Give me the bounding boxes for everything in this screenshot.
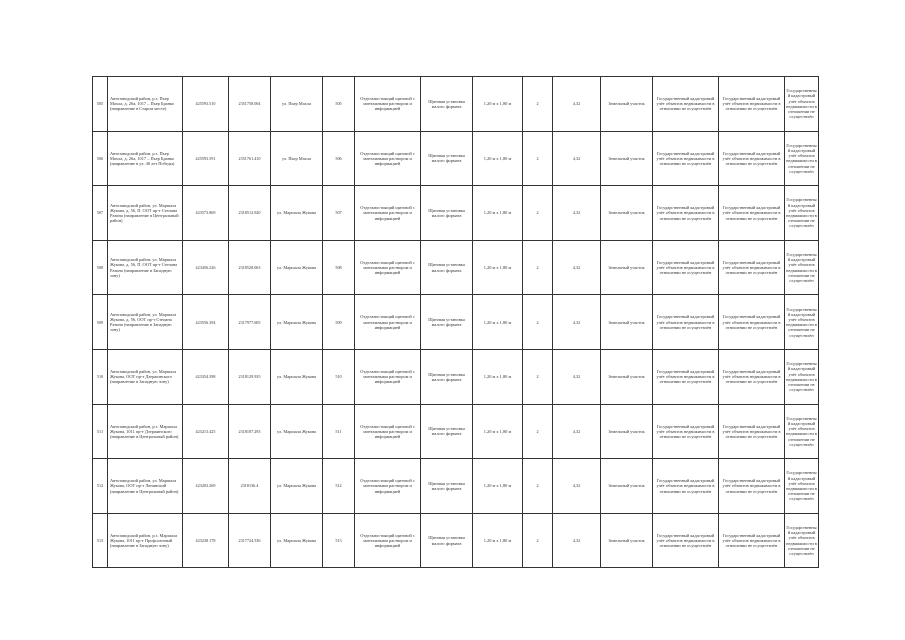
coord-x-cell: 423354.398 [183, 349, 229, 404]
address-cell: Автозаводский район, ул. Маршала Жукова, д. 56, П. ООТ пр-т Степана Разина (направление в Центральный район) [108, 186, 183, 241]
table-row [93, 240, 819, 295]
ownership-cell-3: Государственный кадастровый учёт объектов недвижимости в отношении не осуществлён [785, 77, 819, 132]
street-cell: ул. Пьер Махла [271, 77, 323, 132]
street-cell: ул. Маршала Жукова [271, 240, 323, 295]
area-cell: 4,32 [553, 295, 601, 350]
structure-type-cell: Отдельностоящий щитовой с монтажными раствором и информацией [355, 295, 421, 350]
land-type-cell: Земельный участок [601, 186, 653, 241]
sides-cell: 2 [523, 186, 553, 241]
street-cell: ул. Пьер Махла [271, 131, 323, 186]
structure-id-cell: 506 [323, 131, 355, 186]
row-number: 508 [93, 240, 108, 295]
table-row [93, 513, 819, 568]
row-number: 507 [93, 186, 108, 241]
coord-x-cell: 423238.178 [183, 513, 229, 568]
ownership-cell-3: Государственный кадастровый учёт объектов недвижимости в отношении не осуществлён [785, 186, 819, 241]
land-type-cell: Земельный участок [601, 77, 653, 132]
area-cell: 4,32 [553, 349, 601, 404]
sides-cell: 2 [523, 240, 553, 295]
row-number: 506 [93, 131, 108, 186]
ownership-cell-1: Государственный кадастровый учёт объектов недвижимости в отношении не осуществлён [653, 349, 719, 404]
size-cell: 1,20 м х 1,80 м [473, 459, 523, 514]
structure-type-cell: Отдельностоящий щитовой с монтажными раствором и информацией [355, 349, 421, 404]
coord-y-cell: 2318129.935 [229, 349, 271, 404]
address-cell: Автозаводский район, р.з. Маршала Жукова, 1011 пр-т Дзержинского (направление в Центральный район) [108, 404, 183, 459]
coord-x-cell: 423556.394 [183, 295, 229, 350]
street-cell: ул. Маршала Жукова [271, 186, 323, 241]
street-cell: ул. Маршала Жукова [271, 513, 323, 568]
address-cell: Автозаводский район, ул. Маршала Жукова, д. 56, ООТ пр-т Степана Разина (направление в Западную зону) [108, 295, 183, 350]
coord-y-cell: 2317724.536 [229, 513, 271, 568]
ownership-cell-1: Государственный кадастровый учёт объектов недвижимости в отношении не осуществлён [653, 513, 719, 568]
area-cell: 4,32 [553, 404, 601, 459]
row-number: 512 [93, 459, 108, 514]
ownership-cell-1: Государственный кадастровый учёт объектов недвижимости в отношении не осуществлён [653, 295, 719, 350]
ownership-cell-1: Государственный кадастровый учёт объектов недвижимости в отношении не осуществлён [653, 404, 719, 459]
coord-y-cell: 2318512.920 [229, 186, 271, 241]
ownership-cell-1: Государственный кадастровый учёт объектов недвижимости в отношении не осуществлён [653, 77, 719, 132]
ownership-cell-3: Государственный кадастровый учёт объектов недвижимости в отношении не осуществлён [785, 513, 819, 568]
structure-kind-cell: Щитовая установка малого формата [421, 459, 473, 514]
coord-y-cell: 2351761.410 [229, 131, 271, 186]
sides-cell: 2 [523, 131, 553, 186]
coord-x-cell: 423213.425 [183, 404, 229, 459]
structure-kind-cell: Щитовая установка малого формата [421, 349, 473, 404]
street-cell: ул. Маршала Жукова [271, 349, 323, 404]
structure-kind-cell: Щитовая установка малого формата [421, 131, 473, 186]
area-cell: 4,32 [553, 77, 601, 132]
row-number: 509 [93, 295, 108, 350]
structure-kind-cell: Щитовая установка малого формата [421, 240, 473, 295]
coord-x-cell: 423456.226 [183, 240, 229, 295]
sides-cell: 2 [523, 513, 553, 568]
coord-x-cell: 423203.269 [183, 459, 229, 514]
row-number: 513 [93, 513, 108, 568]
size-cell: 1,20 м х 1,80 м [473, 295, 523, 350]
row-number: 511 [93, 404, 108, 459]
structure-kind-cell: Щитовая установка малого формата [421, 186, 473, 241]
size-cell: 1,20 м х 1,80 м [473, 404, 523, 459]
structure-id-cell: 512 [323, 459, 355, 514]
table-row [93, 349, 819, 404]
sides-cell: 2 [523, 295, 553, 350]
coord-y-cell: 2351758.004 [229, 77, 271, 132]
address-cell: Автозаводский район, ул. Маршала Жукова, д. 56, П. ООТ пр-т Степана Разина (направление в Западную зону) [108, 240, 183, 295]
table-row [93, 131, 819, 186]
coord-y-cell: 2318528.063 [229, 240, 271, 295]
ownership-cell-3: Государственный кадастровый учёт объектов недвижимости в отношении не осуществлён [785, 240, 819, 295]
structure-type-cell: Отдельностоящий щитовой с монтажными раствором и информацией [355, 131, 421, 186]
ownership-cell-3: Государственный кадастровый учёт объектов недвижимости в отношении не осуществлён [785, 131, 819, 186]
size-cell: 1,20 м х 1,80 м [473, 240, 523, 295]
advertising-register-table [92, 76, 819, 568]
sides-cell: 2 [523, 404, 553, 459]
structure-type-cell: Отдельностоящий щитовой с монтажными раствором и информацией [355, 404, 421, 459]
ownership-cell-2: Государственный кадастровый учёт объектов недвижимости в отношении не осуществлён [719, 513, 785, 568]
land-type-cell: Земельный участок [601, 131, 653, 186]
area-cell: 4,32 [553, 513, 601, 568]
ownership-cell-2: Государственный кадастровый учёт объектов недвижимости в отношении не осуществлён [719, 404, 785, 459]
land-type-cell: Земельный участок [601, 404, 653, 459]
land-type-cell: Земельный участок [601, 513, 653, 568]
ownership-cell-3: Государственный кадастровый учёт объектов недвижимости в отношении не осуществлён [785, 295, 819, 350]
size-cell: 1,20 м х 1,80 м [473, 131, 523, 186]
street-cell: ул. Маршала Жукова [271, 295, 323, 350]
structure-kind-cell: Щитовая установка малого формата [421, 404, 473, 459]
land-type-cell: Земельный участок [601, 349, 653, 404]
ownership-cell-2: Государственный кадастровый учёт объектов недвижимости в отношении не осуществлён [719, 186, 785, 241]
ownership-cell-2: Государственный кадастровый учёт объектов недвижимости в отношении не осуществлён [719, 240, 785, 295]
ownership-cell-2: Государственный кадастровый учёт объектов недвижимости в отношении не осуществлён [719, 459, 785, 514]
table-row [93, 186, 819, 241]
row-number: 505 [93, 77, 108, 132]
structure-kind-cell: Щитовая установка малого формата [421, 513, 473, 568]
structure-id-cell: 510 [323, 349, 355, 404]
ownership-cell-1: Государственный кадастровый учёт объектов недвижимости в отношении не осуществлён [653, 131, 719, 186]
structure-type-cell: Отдельностоящий щитовой с монтажными раствором и информацией [355, 459, 421, 514]
size-cell: 1,20 м х 1,80 м [473, 513, 523, 568]
table-row [93, 295, 819, 350]
address-cell: Автозаводский район, р.з. Маршала Жукова, 1011 пр-т Профсоюзный (направление в Западную зону) [108, 513, 183, 568]
ownership-cell-1: Государственный кадастровый учёт объектов недвижимости в отношении не осуществлён [653, 186, 719, 241]
structure-kind-cell: Щитовая установка малого формата [421, 295, 473, 350]
address-cell: Автозаводский район, ул. Маршала Жукова, ООТ пр-т Ленинский (направление в Центральный район) [108, 459, 183, 514]
structure-type-cell: Отдельностоящий щитовой с монтажными раствором и информацией [355, 77, 421, 132]
structure-id-cell: 505 [323, 77, 355, 132]
ownership-cell-3: Государственный кадастровый учёт объектов недвижимости в отношении не осуществлён [785, 459, 819, 514]
coord-x-cell: 425593.591 [183, 131, 229, 186]
street-cell: ул. Маршала Жукова [271, 404, 323, 459]
structure-id-cell: 508 [323, 240, 355, 295]
address-cell: Автозаводский район, р.з. Пьер Махла, д. 26а, 1017 – Пьер Бранко (направление в Старом месте) [108, 77, 183, 132]
coord-x-cell: 423573.869 [183, 186, 229, 241]
ownership-cell-2: Государственный кадастровый учёт объектов недвижимости в отношении не осуществлён [719, 77, 785, 132]
size-cell: 1,20 м х 1,80 м [473, 186, 523, 241]
size-cell: 1,20 м х 1,80 м [473, 349, 523, 404]
ownership-cell-3: Государственный кадастровый учёт объектов недвижимости в отношении не осуществлён [785, 404, 819, 459]
table-row [93, 77, 819, 132]
area-cell: 4,32 [553, 240, 601, 295]
coord-y-cell: 2318136.4 [229, 459, 271, 514]
sides-cell: 2 [523, 349, 553, 404]
size-cell: 1,20 м х 1,80 м [473, 77, 523, 132]
ownership-cell-2: Государственный кадастровый учёт объектов недвижимости в отношении не осуществлён [719, 131, 785, 186]
structure-type-cell: Отдельностоящий щитовой с монтажными раствором и информацией [355, 513, 421, 568]
structure-id-cell: 513 [323, 513, 355, 568]
land-type-cell: Земельный участок [601, 295, 653, 350]
land-type-cell: Земельный участок [601, 459, 653, 514]
structure-id-cell: 509 [323, 295, 355, 350]
land-type-cell: Земельный участок [601, 240, 653, 295]
street-cell: ул. Маршала Жукова [271, 459, 323, 514]
structure-id-cell: 511 [323, 404, 355, 459]
ownership-cell-2: Государственный кадастровый учёт объектов недвижимости в отношении не осуществлён [719, 295, 785, 350]
area-cell: 4,32 [553, 186, 601, 241]
sides-cell: 2 [523, 77, 553, 132]
address-cell: Автозаводский район, ул. Маршала Жукова, ООТ пр-т Дзержинского (направление в Западную зону) [108, 349, 183, 404]
structure-kind-cell: Щитовая установка малого формата [421, 77, 473, 132]
ownership-cell-3: Государственный кадастровый учёт объектов недвижимости в отношении не осуществлён [785, 349, 819, 404]
area-cell: 4,32 [553, 131, 601, 186]
address-cell: Автозаводский район, р.з. Пьер Махла, д. 26а, 1017 – Пьер Бранко (направление в ул. 40 лет Победы) [108, 131, 183, 186]
structure-id-cell: 507 [323, 186, 355, 241]
table-row [93, 459, 819, 514]
coord-y-cell: 2318187.293 [229, 404, 271, 459]
ownership-cell-1: Государственный кадастровый учёт объектов недвижимости в отношении не осуществлён [653, 240, 719, 295]
ownership-cell-2: Государственный кадастровый учёт объектов недвижимости в отношении не осуществлён [719, 349, 785, 404]
table-row [93, 404, 819, 459]
area-cell: 4,32 [553, 459, 601, 514]
row-number: 510 [93, 349, 108, 404]
structure-type-cell: Отдельностоящий щитовой с монтажными раствором и информацией [355, 240, 421, 295]
ownership-cell-1: Государственный кадастровый учёт объектов недвижимости в отношении не осуществлён [653, 459, 719, 514]
structure-type-cell: Отдельностоящий щитовой с монтажными раствором и информацией [355, 186, 421, 241]
sides-cell: 2 [523, 459, 553, 514]
coord-y-cell: 2317977.605 [229, 295, 271, 350]
coord-x-cell: 425593.510 [183, 77, 229, 132]
